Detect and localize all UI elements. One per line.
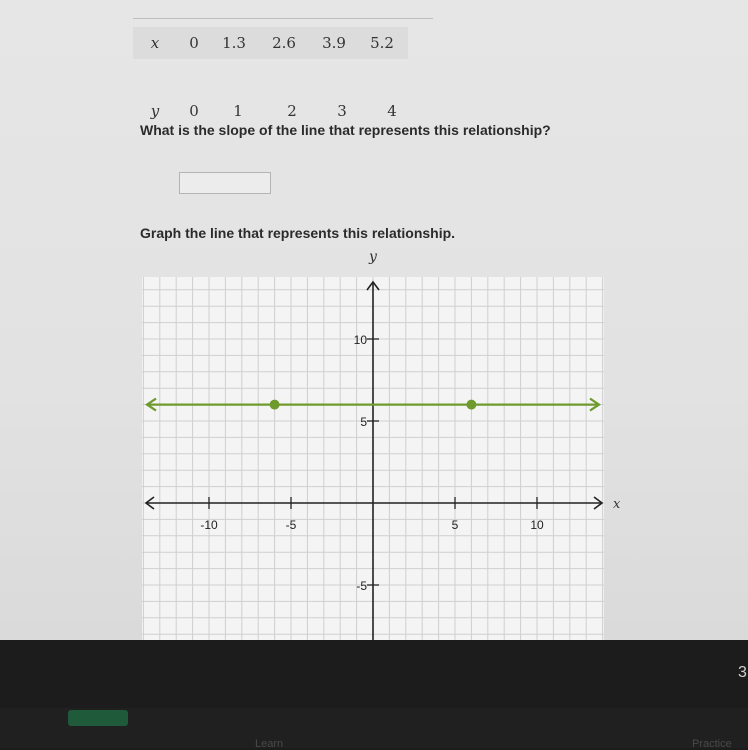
line-control-point[interactable] — [270, 400, 280, 410]
graph-prompt: Graph the line that represents this relationship. — [140, 225, 456, 241]
edge-digit: 3 — [738, 664, 747, 681]
x-tick-label: -5 — [285, 518, 297, 532]
x-value: 5.2 — [370, 34, 394, 52]
x-value: 2.6 — [272, 34, 296, 52]
x-value: 1.3 — [222, 34, 246, 52]
slope-question: What is the slope of the line that represents this relationship? — [140, 122, 551, 138]
x-tick-label: -10 — [200, 518, 218, 532]
y-tick-label: 5 — [360, 415, 367, 429]
x-axis-label: x — [613, 497, 621, 512]
y-tick-label: -5 — [356, 579, 367, 593]
taskbar-practice-label[interactable]: Practice — [692, 738, 732, 750]
y-tick-label: 10 — [353, 333, 367, 347]
x-value: 0 — [189, 34, 199, 52]
x-tick-label: 5 — [451, 518, 459, 532]
x-row-header: x — [150, 34, 160, 52]
y-value: 0 — [189, 102, 199, 120]
x-value: 3.9 — [322, 34, 346, 52]
y-value: 3 — [337, 102, 347, 120]
y-axis-label: y — [369, 249, 377, 265]
taskbar-tab[interactable] — [68, 710, 128, 726]
taskbar-learn-label[interactable]: Learn — [255, 738, 284, 750]
y-row-header: y — [150, 102, 160, 120]
y-value: 1 — [233, 102, 243, 120]
line-control-point[interactable] — [466, 400, 476, 410]
y-value: 4 — [387, 102, 397, 120]
x-tick-label: 10 — [530, 518, 544, 532]
y-value: 2 — [287, 102, 297, 120]
